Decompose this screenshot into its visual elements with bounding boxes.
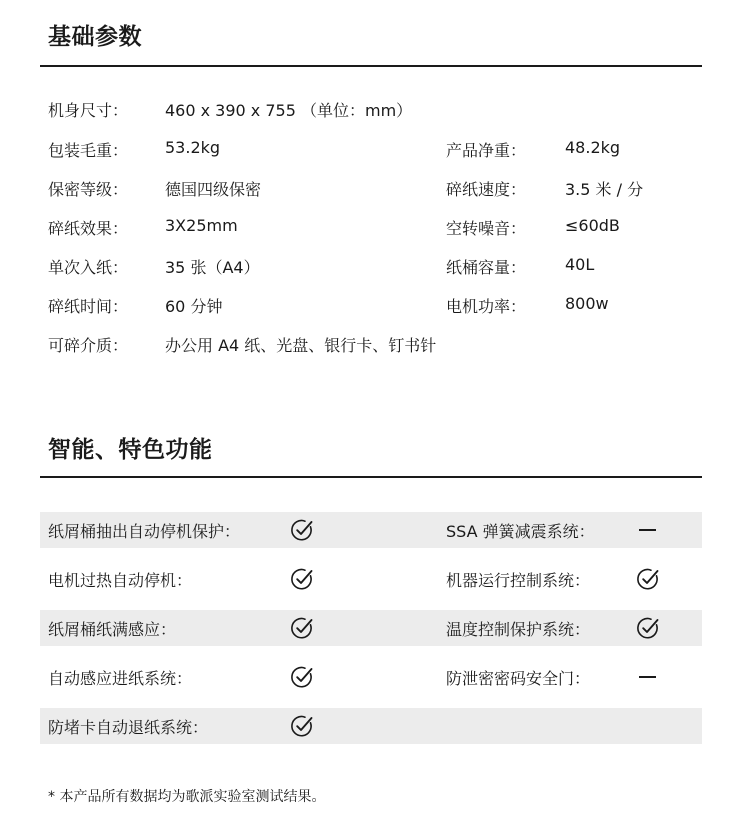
feature-row (40, 708, 702, 744)
spec-row (0, 138, 750, 162)
spec-label: 空转噪音： (446, 219, 527, 238)
spec-row-media (0, 333, 750, 357)
check-icon (636, 616, 660, 640)
features-title: 智能、特色功能 (48, 437, 213, 463)
feature-label: 纸屑桶抽出自动停机保护： (48, 522, 241, 541)
divider (40, 65, 702, 67)
spec-label: 保密等级： (48, 180, 129, 199)
spec-label: 碎纸效果： (48, 219, 129, 238)
check-icon (290, 567, 314, 591)
spec-value: 德国四级保密 (165, 180, 262, 199)
basic-params-title: 基础参数 (48, 24, 142, 50)
spec-label: 单次入纸： (48, 258, 129, 277)
feature-label: 温度控制保护系统： (446, 620, 591, 639)
spec-label: 纸桶容量： (446, 258, 527, 277)
spec-value: 53.2kg (165, 138, 221, 157)
spec-value: ≤60dB (565, 216, 620, 235)
feature-label: 机器运行控制系统： (446, 571, 591, 590)
spec-value: 40L (565, 255, 595, 274)
spec-row (0, 177, 750, 201)
dash-icon (636, 665, 660, 689)
check-icon (290, 714, 314, 738)
check-icon (290, 518, 314, 542)
spec-label: 电机功率： (446, 297, 527, 316)
spec-row (0, 255, 750, 279)
check-icon (636, 567, 660, 591)
spec-row-size (0, 98, 750, 122)
spec-label: 碎纸时间： (48, 297, 129, 316)
divider (40, 476, 702, 478)
spec-value: 3X25mm (165, 216, 238, 235)
spec-label: 可碎介质： (48, 336, 129, 355)
feature-row (40, 659, 702, 695)
feature-label: SSA 弹簧减震系统： (446, 522, 595, 541)
spec-value: 60 分钟 (165, 297, 223, 316)
spec-row (0, 294, 750, 318)
spec-row (0, 216, 750, 240)
feature-row (40, 561, 702, 597)
feature-label: 纸屑桶纸满感应： (48, 620, 177, 639)
feature-row (40, 610, 702, 646)
spec-value: 3.5 米 / 分 (565, 180, 644, 199)
spec-value: 48.2kg (565, 138, 621, 157)
spec-value: 35 张（A4） (165, 258, 260, 277)
spec-value: 800w (565, 294, 609, 313)
spec-label: 碎纸速度： (446, 180, 527, 199)
spec-label: 机身尺寸： (48, 101, 129, 120)
feature-label: 自动感应进纸系统： (48, 669, 193, 688)
spec-label: 包装毛重： (48, 141, 129, 160)
feature-label: 防堵卡自动退纸系统： (48, 718, 209, 737)
check-icon (290, 616, 314, 640)
feature-label: 电机过热自动停机： (48, 571, 193, 590)
footnote: * 本产品所有数据均为歌派实验室测试结果。 (48, 789, 326, 805)
feature-row (40, 512, 702, 548)
feature-label: 防泄密密码安全门： (446, 669, 591, 688)
spec-value: 办公用 A4 纸、光盘、银行卡、钉书针 (165, 336, 437, 355)
spec-value: 460 x 390 x 755 （单位：mm） (165, 101, 413, 120)
check-icon (290, 665, 314, 689)
dash-icon (636, 518, 660, 542)
spec-label: 产品净重： (446, 141, 527, 160)
